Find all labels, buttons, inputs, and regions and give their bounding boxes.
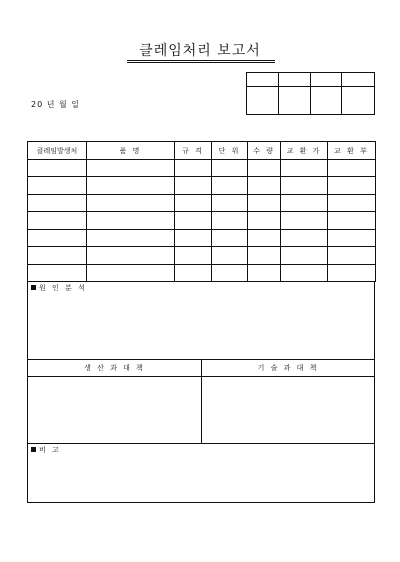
- production-measures-field[interactable]: [28, 377, 202, 443]
- table-cell[interactable]: [87, 229, 175, 246]
- technical-measures-field[interactable]: [202, 377, 374, 443]
- table-cell[interactable]: [328, 160, 376, 177]
- table-row: [28, 229, 376, 246]
- table-cell[interactable]: [87, 212, 175, 229]
- approval-cell-sign[interactable]: [247, 87, 279, 114]
- table-cell[interactable]: [175, 194, 212, 211]
- table-cell[interactable]: [248, 212, 281, 229]
- table-cell[interactable]: [248, 264, 281, 281]
- table-cell[interactable]: [248, 194, 281, 211]
- table-cell[interactable]: [212, 177, 248, 194]
- approval-box: [246, 72, 375, 115]
- col-spec: 규 격: [175, 142, 212, 160]
- approval-cell-sign[interactable]: [342, 87, 374, 114]
- table-cell[interactable]: [175, 247, 212, 264]
- table-cell[interactable]: [328, 194, 376, 211]
- table-cell[interactable]: [212, 264, 248, 281]
- cause-analysis-box[interactable]: [27, 281, 375, 360]
- measures-grid: [27, 359, 375, 444]
- col-exchange-price: 교 환 가: [281, 142, 328, 160]
- square-bullet-icon: [31, 447, 36, 452]
- title-underline-double: [127, 62, 275, 63]
- title-underline: [127, 60, 275, 61]
- approval-cell-header: [311, 73, 343, 87]
- approval-cell-header: [342, 73, 374, 87]
- table-cell[interactable]: [248, 229, 281, 246]
- document-title: 클레임처리 보고서: [139, 43, 261, 59]
- table-row: [28, 160, 376, 177]
- table-cell[interactable]: [175, 160, 212, 177]
- table-row: [28, 247, 376, 264]
- table-row: [28, 264, 376, 281]
- table-cell[interactable]: [175, 229, 212, 246]
- remarks-box[interactable]: [27, 443, 375, 503]
- table-cell[interactable]: [212, 194, 248, 211]
- table-row: [28, 177, 376, 194]
- table-cell[interactable]: [248, 247, 281, 264]
- approval-cell-sign[interactable]: [279, 87, 311, 114]
- approval-cell-sign[interactable]: [311, 87, 343, 114]
- col-exchange-dept: 교 환 부: [328, 142, 376, 160]
- table-cell[interactable]: [248, 177, 281, 194]
- table-cell[interactable]: [212, 229, 248, 246]
- col-claim-source: 클레임발생처: [28, 142, 87, 160]
- table-cell[interactable]: [87, 160, 175, 177]
- col-quantity: 수 량: [248, 142, 281, 160]
- table-cell[interactable]: [28, 194, 87, 211]
- table-cell[interactable]: [281, 264, 328, 281]
- approval-cell-header: [279, 73, 311, 87]
- table-cell[interactable]: [248, 160, 281, 177]
- table-cell[interactable]: [175, 264, 212, 281]
- table-cell[interactable]: [87, 264, 175, 281]
- table-cell[interactable]: [28, 212, 87, 229]
- table-cell[interactable]: [328, 177, 376, 194]
- table-cell[interactable]: [175, 177, 212, 194]
- table-cell[interactable]: [87, 177, 175, 194]
- approval-cell-header: [247, 73, 279, 87]
- col-unit: 단 위: [212, 142, 248, 160]
- table-cell[interactable]: [28, 160, 87, 177]
- table-cell[interactable]: [281, 160, 328, 177]
- col-product-name: 품 명: [87, 142, 175, 160]
- table-row: [28, 212, 376, 229]
- table-cell[interactable]: [212, 160, 248, 177]
- table-cell[interactable]: [28, 229, 87, 246]
- table-cell[interactable]: [28, 247, 87, 264]
- table-cell[interactable]: [328, 247, 376, 264]
- technical-measures-label: 기 술 과 대 책: [202, 360, 374, 377]
- table-cell[interactable]: [281, 194, 328, 211]
- table-cell[interactable]: [328, 264, 376, 281]
- table-cell[interactable]: [212, 212, 248, 229]
- table-cell[interactable]: [175, 212, 212, 229]
- table-cell[interactable]: [281, 229, 328, 246]
- square-bullet-icon: [31, 285, 36, 290]
- table-cell[interactable]: [28, 177, 87, 194]
- table-cell[interactable]: [281, 212, 328, 229]
- table-cell[interactable]: [281, 177, 328, 194]
- date-line: 20 년 월 일: [31, 100, 80, 109]
- table-cell[interactable]: [328, 212, 376, 229]
- table-cell[interactable]: [212, 247, 248, 264]
- table-row: [28, 194, 376, 211]
- production-measures-label: 생 산 과 대 책: [28, 360, 202, 377]
- table-cell[interactable]: [87, 247, 175, 264]
- table-cell[interactable]: [87, 194, 175, 211]
- table-cell[interactable]: [328, 229, 376, 246]
- cause-analysis-label: 원 인 분 석: [31, 283, 87, 293]
- items-table: [27, 141, 376, 282]
- table-cell[interactable]: [28, 264, 87, 281]
- table-cell[interactable]: [281, 247, 328, 264]
- remarks-label: 비 고: [31, 445, 61, 455]
- table-header-row: [28, 142, 376, 160]
